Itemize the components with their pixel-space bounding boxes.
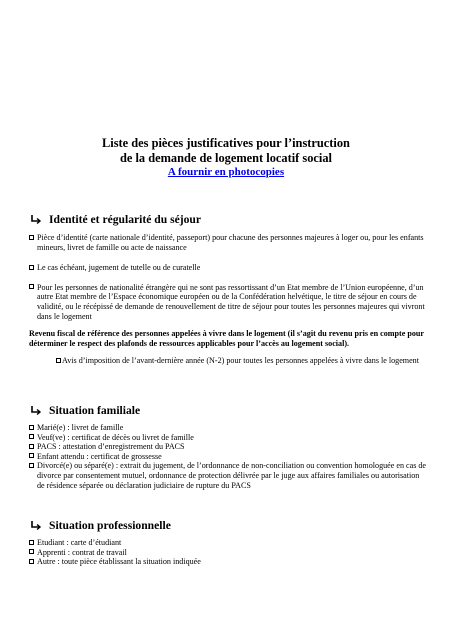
arrow-down-right-icon — [29, 405, 43, 417]
checkbox[interactable] — [29, 549, 34, 554]
section-professionnelle — [29, 519, 427, 567]
revenue-note: Revenu fiscal de référence des personnes appelées à vivre dans le logement (il s’agit du revenu pris en compte pour déterminer le respect des plafonds de ressources applicables pour l’accès au logement social). — [29, 329, 424, 348]
list-item — [29, 557, 427, 567]
list-item — [29, 263, 427, 273]
section-heading — [29, 519, 427, 533]
list-item-text: Divorcé(e) ou séparé(e) : extrait du jugement, de l’ordonnance de non-conciliation ou convention homologuée en cas de divorce par consentement mutuel, ordonnance de protection délivrée par le juge aux affaires familiales ou autorisation de résidence séparée ou déclaration judiciaire de rupture du PACS — [37, 461, 427, 490]
subtitle: A fournir en photocopies — [167, 166, 285, 178]
list-item — [29, 233, 427, 252]
list-item-text: Marié(e) : livret de famille — [37, 423, 124, 432]
checkbox[interactable] — [29, 425, 34, 430]
checkbox[interactable] — [29, 265, 34, 270]
list-item — [29, 283, 427, 321]
section-heading-label: Situation familiale — [49, 404, 141, 417]
checkbox[interactable] — [29, 463, 34, 468]
list-item-text: Veuf(ve) : certificat de décès ou livret de famille — [37, 432, 194, 442]
list-item — [29, 452, 427, 462]
checkbox[interactable] — [29, 453, 34, 458]
title-block — [0, 136, 452, 179]
arrow-down-right-icon — [29, 214, 43, 226]
checkbox[interactable] — [29, 235, 34, 240]
list-item-text: Etudiant : carte d’étudiant — [37, 538, 122, 547]
checkbox[interactable] — [29, 444, 34, 449]
list-item-text: Avis d’imposition de l’avant-dernière année (N-2) pour toutes les personnes appelées à vivre dans le logement — [62, 356, 419, 366]
checkbox[interactable] — [29, 284, 34, 289]
checkbox[interactable] — [29, 434, 34, 439]
section-heading — [29, 404, 427, 418]
list-item — [29, 538, 427, 548]
checkbox[interactable] — [29, 540, 34, 545]
list-item-text: Enfant attendu : certificat de grossesse — [37, 451, 162, 461]
section-heading-label: Situation professionnelle — [49, 519, 171, 532]
section-familiale — [29, 404, 427, 490]
list-item-text: Pièce d’identité (carte nationale d’identité, passeport) pour chacune des personnes majeures à loger ou, pour les enfants mineurs, livret de famille ou acte de naissance — [37, 233, 424, 252]
section-identite — [29, 213, 427, 366]
list-item-text: Pour les personnes de nationalité étrangère qui ne sont pas ressortissant d’un Etat membre de l’Union européenne, d’un autre Etat membre de l’Espace économique européen ou de la Confédération helvétique, le titre de séjour en cours de validité, ou le récépissé de demande de renouvellement de titre de séjour pour toutes les personnes majeures qui vivront dans le logement — [37, 282, 425, 321]
section-heading — [29, 213, 427, 227]
arrow-down-right-icon — [29, 520, 43, 532]
list-item — [29, 433, 427, 443]
list-item — [29, 548, 427, 558]
list-item-text: Autre : toute pièce établissant la situation indiquée — [37, 557, 201, 567]
list-item-text: PACS : attestation d’enregistrement du PACS — [37, 442, 185, 452]
title-line-1: Liste des pièces justificatives pour l’instruction — [102, 136, 350, 150]
list-item — [29, 356, 427, 366]
list-item — [29, 442, 427, 452]
list-item — [29, 461, 427, 490]
checkbox[interactable] — [29, 559, 34, 564]
checkbox[interactable] — [56, 358, 61, 363]
section-heading-label: Identité et régularité du séjour — [49, 213, 201, 226]
list-item — [29, 423, 427, 433]
list-item-text: Apprenti : contrat de travail — [37, 547, 127, 557]
title-line-2: de la demande de logement locatif social — [120, 151, 332, 165]
list-item-text: Le cas échéant, jugement de tutelle ou de curatelle — [37, 263, 201, 273]
